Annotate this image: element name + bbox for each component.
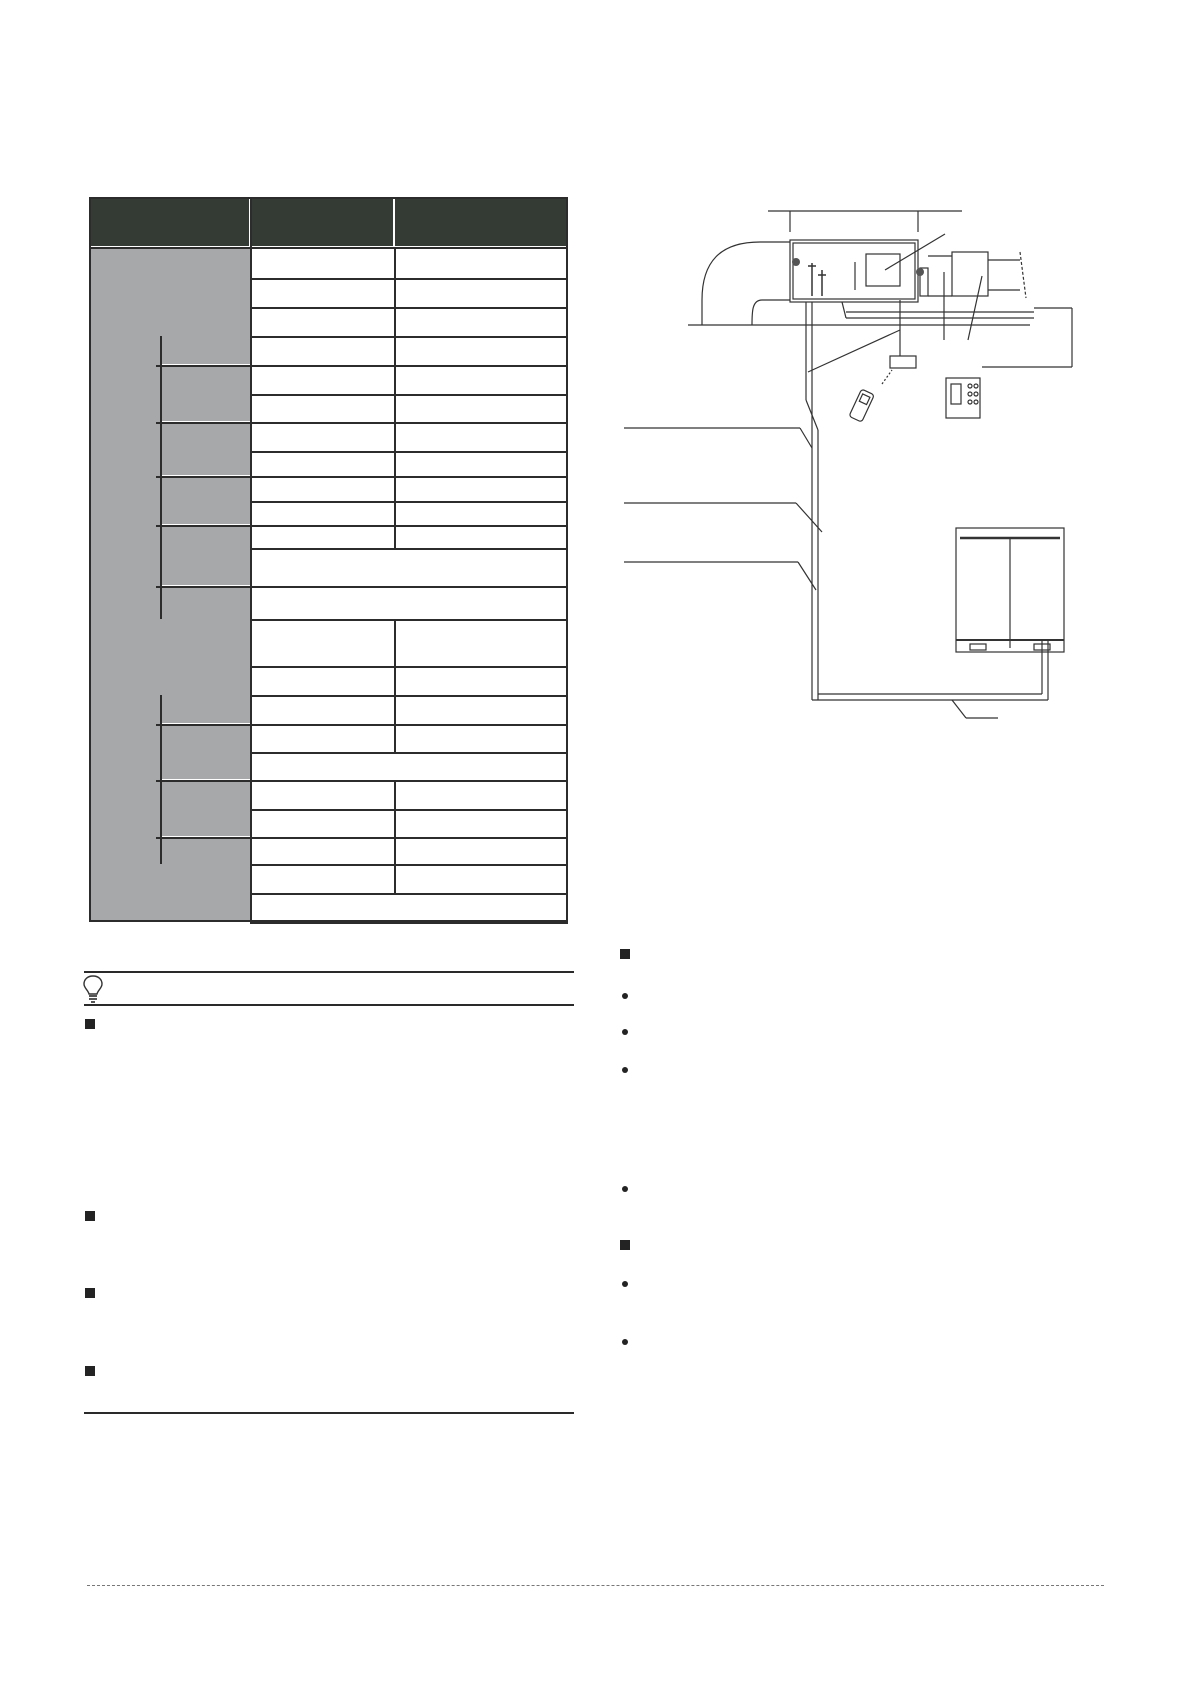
- notes-bullet-2: [622, 1029, 628, 1035]
- indoor-unit-body: [790, 240, 918, 302]
- notes-section-2-bullet: [620, 1240, 630, 1250]
- spec-table-border: [89, 197, 568, 922]
- tip-bullet-3: [85, 1288, 95, 1298]
- remote-controller: [849, 389, 874, 422]
- lightbulb-icon: [82, 974, 104, 1004]
- tip-end-rule: [84, 1412, 574, 1414]
- control-box: [866, 254, 900, 286]
- notes-bullet-3: [622, 1067, 628, 1073]
- tip-bullet-1: [85, 1019, 95, 1029]
- notes-bullet-4: [622, 1186, 628, 1192]
- tip-bottom-rule: [84, 1004, 574, 1006]
- table-rule: [250, 922, 568, 924]
- notes-bullet-5: [622, 1281, 628, 1287]
- installation-diagram: [620, 200, 1100, 740]
- spec-table: [89, 197, 568, 922]
- notes-bullet-1: [622, 993, 628, 999]
- tip-bullet-4: [85, 1366, 95, 1376]
- tip-top-rule: [84, 971, 574, 973]
- supply-duct: [702, 242, 790, 325]
- notes-bullet-6: [622, 1339, 628, 1345]
- footer-dashed-rule: [87, 1585, 1104, 1586]
- receiver-box: [890, 356, 916, 368]
- return-air-box: [952, 252, 988, 296]
- tip-bullet-2: [85, 1211, 95, 1221]
- notes-section-1-bullet: [620, 949, 630, 959]
